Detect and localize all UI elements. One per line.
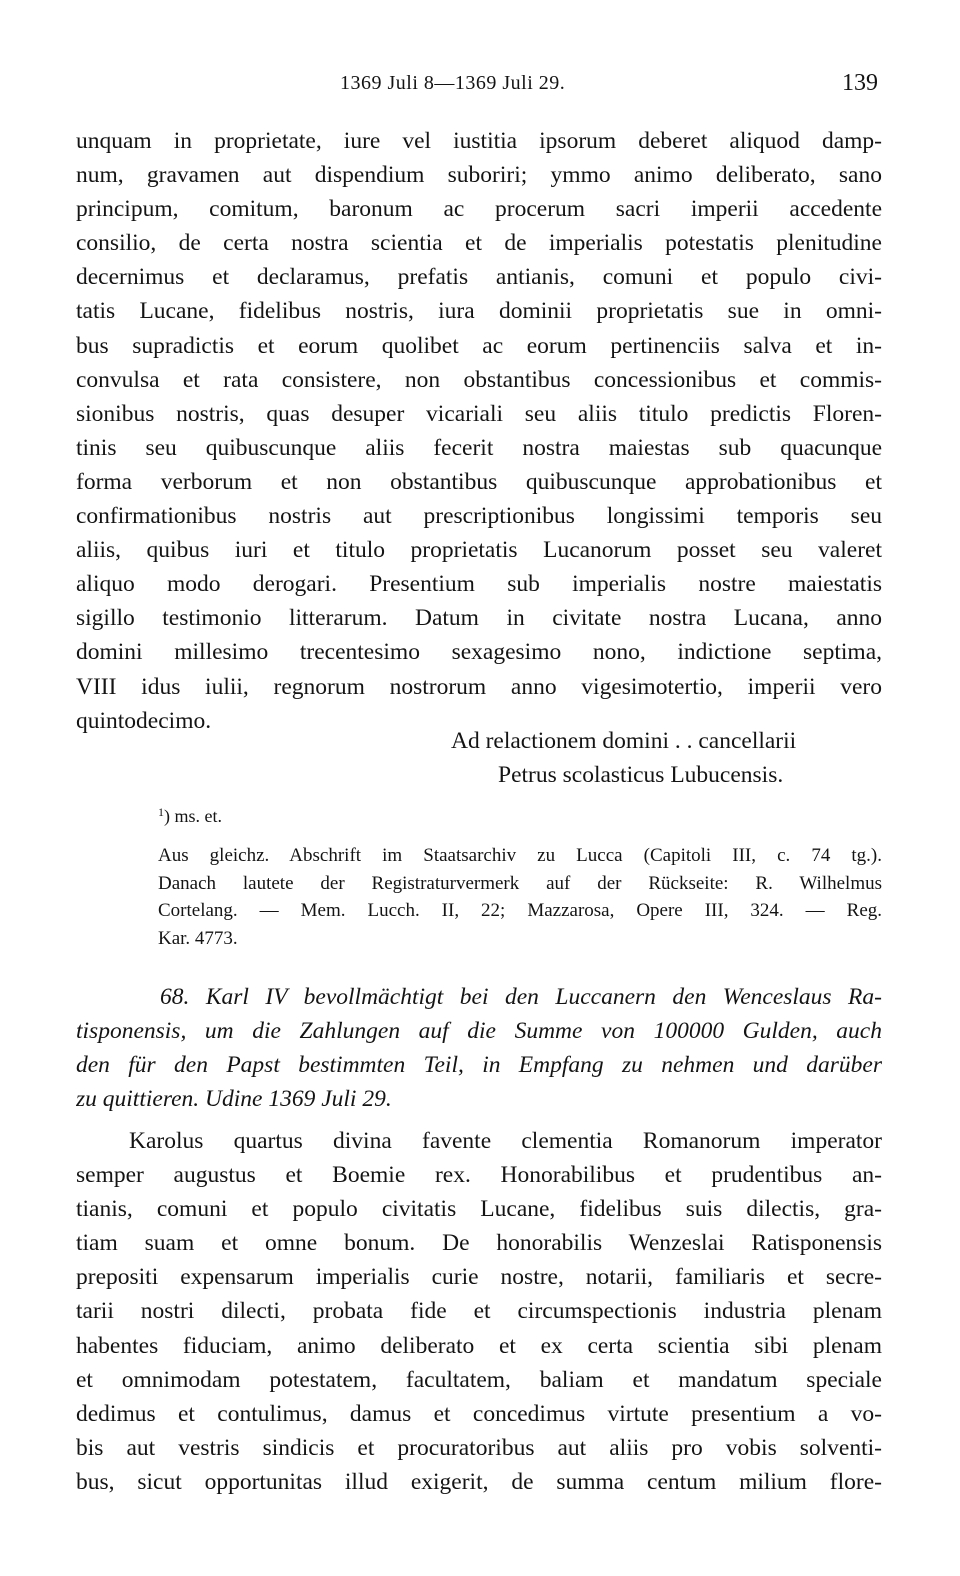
- regest-line: den für den Papst bestimmten Teil, in Empfang zu nehmen und darüber: [76, 1052, 882, 1078]
- source-note: [158, 842, 882, 952]
- text-line: quintodecimo.: [76, 707, 212, 734]
- scribe-signature: Petrus scolasticus Lubucensis.: [498, 762, 784, 788]
- text-line: bus supradictis et eorum quolibet ac eorum pertinenciis salva et in-: [76, 332, 882, 359]
- text-line: VIII idus iulii, regnorum nostrorum anno vigesimotertio, imperii vero: [76, 673, 882, 700]
- regest-line: tisponensis, um die Zahlungen auf die Summe von 100000 Gulden, auch: [76, 1018, 882, 1044]
- text-line: et omnimodam potestatem, facultatem, baliam et mandatum speciale: [76, 1366, 882, 1393]
- text-line: prepositi expensarum imperialis curie nostre, notarii, familiaris et secre-: [76, 1264, 882, 1291]
- charter-text-68: [76, 1124, 882, 1499]
- text-line: aliquo modo derogari. Presentium sub imperialis nostre maiestatis: [76, 571, 882, 598]
- text-line: habentes fiduciam, animo deliberato et ex certa scientia sibi plenam: [76, 1332, 882, 1359]
- document-regest: [76, 980, 882, 1116]
- footnote-number: 1: [158, 805, 164, 819]
- source-note-line: Aus gleichz. Abschrift im Staatsarchiv zu Lucca (Capitoli III, c. 74 tg.).: [158, 845, 882, 866]
- text-line: forma verborum et non obstantibus quibuscunque approbationibus et: [76, 468, 882, 495]
- text-line: tinis seu quibuscunque aliis fecerit nostra maiestas sub quacunque: [76, 434, 882, 461]
- text-line: Karolus quartus divina favente clementia Romanorum imperator: [129, 1128, 882, 1154]
- text-line: unquam in proprietate, iure vel iustitia ipsorum deberet aliquod damp-: [76, 128, 882, 154]
- text-line: tiam suam et omne bonum. De honorabilis Wenzeslai Ratisponensis: [76, 1230, 882, 1257]
- text-line: tatis Lucane, fidelibus nostris, iura dominii proprietatis sue in omni-: [76, 298, 882, 325]
- text-line: decernimus et declaramus, prefatis antianis, comuni et populo civi-: [76, 264, 882, 291]
- page-number: 139: [842, 70, 878, 96]
- source-note-line: Danach lautete der Registraturvermerk auf der Rückseite: R. Wilhelmus: [158, 872, 882, 894]
- text-line: dedimus et contulimus, damus et concedimus virtute presentium a vo-: [76, 1400, 882, 1427]
- regest-line: zu quittieren. Udine 1369 Juli 29.: [76, 1086, 392, 1112]
- footnote-text: ms. et.: [174, 806, 222, 826]
- text-line: principum, comitum, baronum ac procerum sacri imperii accedente: [76, 196, 882, 223]
- text-line: tarii nostri dilecti, probata fide et circumspectionis industria plenam: [76, 1298, 882, 1325]
- text-line: sigillo testimonio litterarum. Datum in civitate nostra Lucana, anno: [76, 605, 882, 632]
- text-line: confirmationibus nostris aut prescriptionibus longissimi temporis seu: [76, 503, 882, 530]
- regest-line: 68. Karl IV bevollmächtigt bei den Luccanern den Wenceslaus Ra-: [160, 984, 882, 1010]
- text-line: semper augustus et Boemie rex. Honorabilibus et prudentibus an-: [76, 1162, 882, 1189]
- text-line: consilio, de certa nostra scientia et de imperialis potestatis plenitudine: [76, 230, 882, 257]
- footnote: $^1$) ms. et.: [158, 805, 222, 826]
- text-line: bus, sicut opportunitas illud exigerit, de summa centum milium flore-: [76, 1468, 882, 1495]
- source-note-line: Cortelang. — Mem. Lucch. II, 22; Mazzarosa, Opere III, 324. — Reg.: [158, 900, 882, 921]
- text-line: tianis, comuni et populo civitatis Lucane, fidelibus suis dilectis, gra-: [76, 1196, 882, 1223]
- text-line: num, gravamen aut dispendium suboriri; ymmo animo deliberato, sano: [76, 162, 882, 189]
- text-line: aliis, quibus iuri et titulo proprietatis Lucanorum posset seu valeret: [76, 537, 882, 564]
- text-line: domini millesimo trecentesimo sexagesimo nono, indictione septima,: [76, 639, 882, 666]
- running-head: 1369 Juli 8—1369 Juli 29.: [340, 72, 566, 94]
- text-line: bis aut vestris sindicis et procuratoribus aut aliis pro vobis solventi-: [76, 1434, 882, 1461]
- charter-text-continued: [76, 124, 882, 738]
- chancery-note: Ad relactionem domini . . cancellarii: [451, 728, 797, 754]
- text-line: convulsa et rata consistere, non obstantibus concessionibus et commis-: [76, 366, 882, 393]
- source-note-line: Kar. 4773.: [158, 927, 238, 949]
- text-line: sionibus nostris, quas desuper vicariali seu aliis titulo predictis Floren-: [76, 400, 882, 427]
